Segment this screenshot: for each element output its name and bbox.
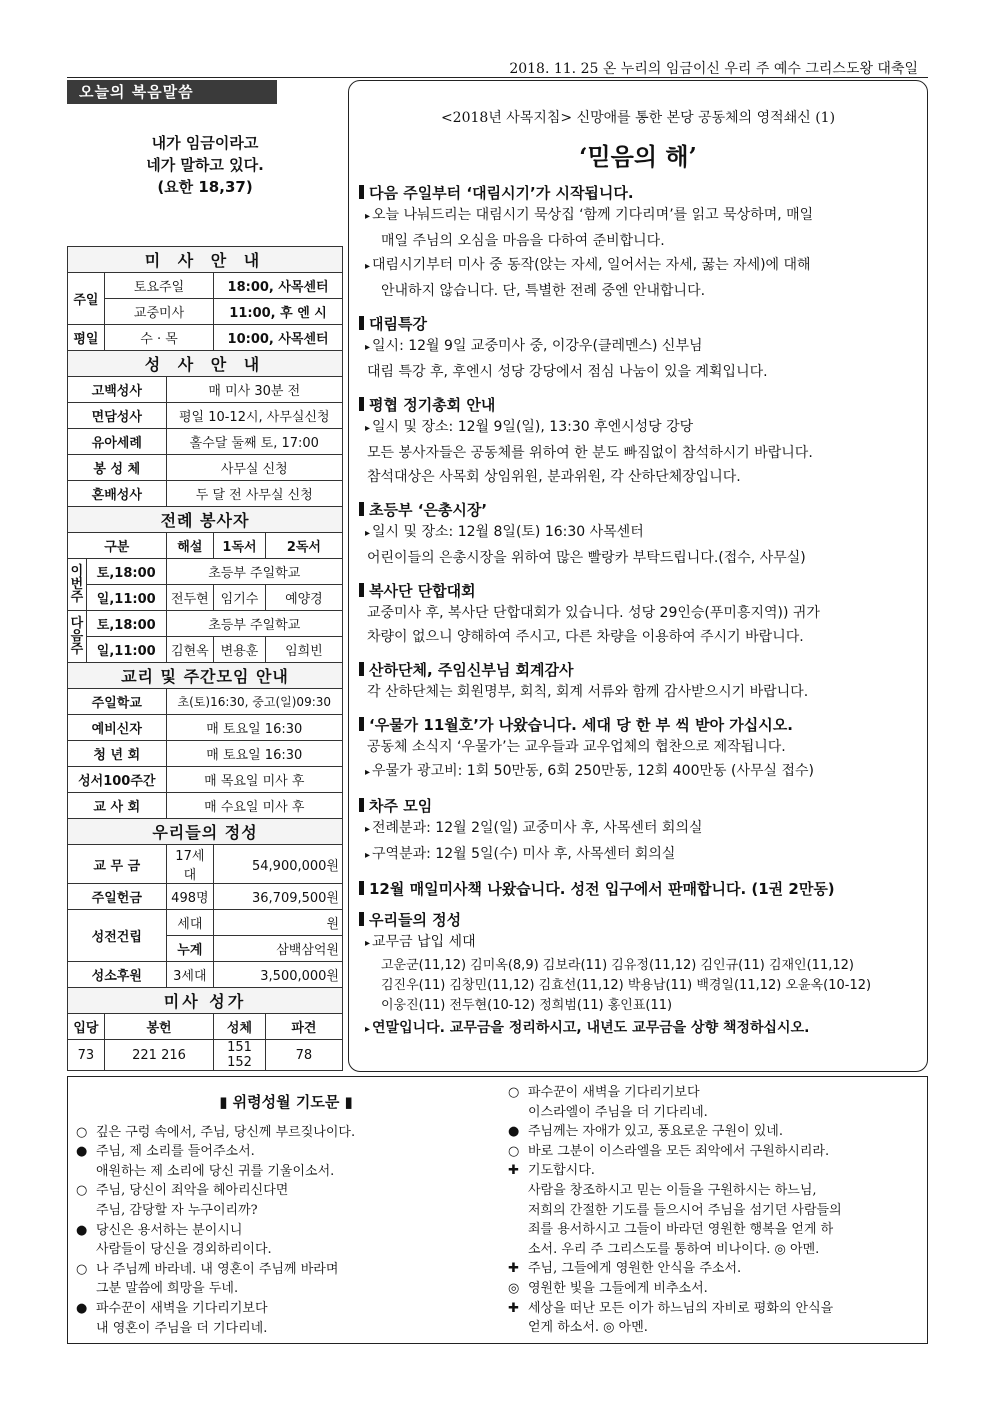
hymn-header: 입당	[68, 1014, 105, 1040]
liturgy-header: 1독서	[214, 533, 266, 559]
section-line: 공동체 소식지 ‘우물가’는 교우들과 교우업체의 협찬으로 제작됩니다.	[367, 739, 786, 755]
section-line: ▸ 일시 및 장소: 12월 8일(토) 16:30 사목센터	[365, 524, 644, 540]
building-fund-label: 성전건립	[68, 910, 167, 962]
gospel-label: 오늘의 복음말씀	[67, 80, 277, 104]
prayer-line: ◎ 영원한 빛을 그들에게 비추소서.	[508, 1280, 708, 1296]
liturgy-header: 2독서	[265, 533, 342, 559]
building-count: 세대	[166, 910, 214, 936]
section-line: 어린이들의 은총시장을 위하여 많은 빨랑카 부탁드립니다.(접수, 사무실)	[367, 550, 806, 566]
sacrament-name: 혼배성사	[68, 481, 167, 507]
hymn-number: 78	[265, 1040, 342, 1071]
prayer-line: ○ 주님, 당신이 죄악을 헤아리신다면	[76, 1183, 289, 1199]
sacrament-value: 홀수달 둘째 토, 17:00	[166, 429, 342, 455]
donor-list-line: 이웅진(11) 전두현(10-12) 정희범(11) 홍인표(11)	[381, 998, 673, 1013]
mass-time: 11:00, 후 엔 시	[214, 299, 343, 325]
section-line: 각 산하단체는 회원명부, 회칙, 회계 서류와 함께 감사받으시기 바랍니다.	[367, 684, 809, 700]
section-line: ▸ 연말입니다. 교무금을 정리하시고, 내년도 교무금을 상향 책정하십시오.	[365, 1020, 810, 1036]
prayer-line: ● 주님, 제 소리를 들어주소서.	[76, 1144, 255, 1160]
building-amount: 원	[214, 910, 343, 936]
section-line: 대림 특강 후, 후엔시 성당 강당에서 점심 나눔이 있을 계획입니다.	[367, 364, 768, 380]
catechism-value: 매 목요일 미사 후	[166, 767, 342, 793]
liturgy-commentator: 김현옥	[166, 637, 214, 663]
liturgy-commentator: 전두현	[166, 585, 214, 611]
parish-info-table	[67, 246, 343, 1071]
section-line: 안내하지 않습니다. 단, 특별한 전례 중엔 안내합니다.	[381, 283, 706, 299]
liturgy-header: 해설	[166, 533, 214, 559]
sacrament-name: 봉 성 체	[68, 455, 167, 481]
year-of-faith-title: ‘믿음의 해’	[579, 142, 697, 171]
donor-list-line: 고운군(11,12) 김미옥(8,9) 김보라(11) 김유정(11,12) 김인규(11) 김재인(11,12)	[381, 958, 854, 973]
catechism-value: 매 토요일 16:30	[166, 741, 342, 767]
prayer-right-column	[508, 1083, 924, 1338]
catechism-value: 초(토)16:30, 중고(일)09:30	[166, 689, 342, 715]
prayer-line: ○ 바로 그분이 이스라엘을 모든 죄악에서 구원하시리라.	[508, 1143, 830, 1159]
offering-name: 주일헌금	[68, 884, 167, 910]
mass-type: 교중미사	[104, 299, 213, 325]
prayer-line: 소서. 우리 주 그리스도를 통하여 비나이다. ◎ 아멘.	[528, 1241, 820, 1257]
hymn-number: 221 216	[104, 1040, 213, 1071]
section-heading: 초등부 ‘은총시장’	[359, 499, 919, 520]
mass-type: 수 · 목	[104, 325, 213, 351]
hymn-header: 파견	[265, 1014, 342, 1040]
vocation-support-count: 3세대	[166, 962, 214, 988]
sacrament-value: 두 달 전 사무실 신청	[166, 481, 342, 507]
gospel-verse	[67, 132, 343, 198]
section-heading: 복사단 단합대회	[359, 580, 919, 601]
prayer-line: 내 영혼이 주님을 더 기다리네.	[96, 1320, 268, 1336]
section-heading: 차주 모임	[359, 795, 919, 816]
prayer-title: ▮ 위령성월 기도문 ▮	[219, 1093, 353, 1111]
prayer-line: ● 파수꾼이 새벽을 기다리기보다	[76, 1300, 268, 1316]
hymns-title: 미사 성가	[68, 988, 343, 1014]
header-rule	[67, 77, 928, 78]
hymn-header: 봉헌	[104, 1014, 213, 1040]
prayer-line: ○ 깊은 구렁 속에서, 주님, 당신께 부르짖나이다.	[76, 1124, 356, 1140]
liturgy-merged: 초등부 주일학교	[166, 611, 342, 637]
building-total-label: 누계	[166, 936, 214, 962]
sacrament-value: 사무실 신청	[166, 455, 342, 481]
verse-line: 내가 임금이라고	[151, 134, 259, 152]
prayer-line: 사람을 창조하시고 믿는 이들을 구원하시는 하느님,	[528, 1182, 817, 1198]
section-line: 교중미사 후, 복사단 단합대회가 있습니다. 성당 29인승(푸미흥지역)) 귀가	[367, 605, 820, 621]
liturgy-header: 구분	[68, 533, 167, 559]
section-line: ▸ 일시 및 장소: 12월 9일(일), 13:30 후엔시성당 강당	[365, 419, 694, 435]
prayer-left-column	[76, 1083, 496, 1338]
prayer-line: 사람들이 당신을 경외하리이다.	[96, 1242, 272, 1258]
left-column	[67, 80, 343, 1070]
catechism-name: 성서100주간	[68, 767, 167, 793]
donor-list-line: 김진우(11) 김창민(11,12) 김효선(11,12) 박용남(11) 백경일(11,12) 오윤옥(10-12)	[381, 978, 872, 993]
prayer-line: ✚ 세상을 떠난 모든 이가 하느님의 자비로 평화의 안식을	[508, 1300, 834, 1316]
offering-amount: 54,900,000원	[214, 845, 343, 884]
offering-amount: 36,709,500원	[214, 884, 343, 910]
section-line: ▸ 대림시기부터 미사 중 동작(앉는 자세, 일어서는 자세, 꿇는 자세)에 대해	[365, 257, 811, 273]
sacrament-name: 고백성사	[68, 377, 167, 403]
verse-line: 네가 말하고 있다.	[146, 156, 264, 174]
hymn-header: 성체	[214, 1014, 266, 1040]
sacrament-name: 면담성사	[68, 403, 167, 429]
announcements-box	[348, 80, 928, 1072]
sacrament-value: 평일 10-12시, 사무실신청	[166, 403, 342, 429]
prayer-box	[67, 1076, 928, 1344]
prayer-line: 얻게 하소서. ◎ 아멘.	[528, 1320, 648, 1336]
offering-title: 우리들의 정성	[68, 819, 343, 845]
prayer-line: ● 당신은 용서하는 분이시니	[76, 1222, 243, 1238]
liturgy-time: 토,18:00	[86, 611, 166, 637]
prayer-line: ● 주님께는 자애가 있고, 풍요로운 구원이 있네.	[508, 1124, 783, 1140]
sunday-label: 주일	[68, 273, 105, 325]
liturgy-time: 토,18:00	[86, 559, 166, 585]
section-heading: 대림특강	[359, 313, 919, 334]
offering-name: 교 무 금	[68, 845, 167, 884]
catechism-value: 매 토요일 16:30	[166, 715, 342, 741]
mass-time: 18:00, 사목센터	[214, 273, 343, 299]
section-line: ▸ 구역분과: 12월 5일(수) 미사 후, 사목센터 회의실	[365, 846, 676, 862]
prayer-line: ○ 파수꾼이 새벽을 기다리기보다	[508, 1085, 700, 1100]
announcement-sections	[359, 182, 919, 1042]
sacrament-name: 유아세례	[68, 429, 167, 455]
section-line: 매일 주님의 오심을 마음을 다하여 준비합니다.	[381, 233, 665, 249]
offering-count: 498명	[166, 884, 214, 910]
pastoral-policy: <2018년 사목지침> 신망애를 통한 본당 공동체의 영적쇄신 (1)	[440, 110, 836, 126]
mass-time: 10:00, 사목센터	[214, 325, 343, 351]
mass-title: 미 사 안 내	[68, 247, 343, 273]
section-heading: 우리들의 정성	[359, 909, 919, 930]
section-line: ▸ 오늘 나눠드리는 대림시기 묵상집 ‘함께 기다리며’를 읽고 묵상하며, 매일	[365, 207, 814, 223]
liturgy-time: 일,11:00	[86, 637, 166, 663]
sacrament-title: 성 사 안 내	[68, 351, 343, 377]
liturgy-reader-1: 변용훈	[214, 637, 266, 663]
section-line: 참석대상은 사목회 상임위원, 분과위원, 각 산하단체장입니다.	[367, 469, 741, 485]
prayer-line: 주님, 감당할 자 누구이리까?	[96, 1202, 258, 1218]
prayer-line: ○ 나 주님께 바라네. 내 영혼이 주님께 바라며	[76, 1261, 339, 1277]
section-line: ▸ 우물가 광고비: 1회 50만동, 6회 250만동, 12회 400만동 (사무실 접수)	[365, 763, 814, 779]
liturgy-merged: 초등부 주일학교	[166, 559, 342, 585]
section-line: ▸ 전례분과: 12월 2일(일) 교중미사 후, 사목센터 회의실	[365, 820, 703, 836]
vocation-support-amount: 3,500,000원	[214, 962, 343, 988]
building-total: 삼백삼억원	[214, 936, 343, 962]
liturgy-reader-2: 임희빈	[265, 637, 342, 663]
section-heading: 다음 주일부터 ‘대림시기’가 시작됩니다.	[359, 182, 919, 203]
this-week-label: 이번주	[68, 559, 87, 611]
verse-reference: (요한 18,37)	[157, 178, 253, 196]
hymn-number: 151 152	[214, 1040, 266, 1071]
vocation-support-label: 성소후원	[68, 962, 167, 988]
prayer-line: 저희의 간절한 기도를 들으시어 주님을 섬기던 사람들의	[528, 1202, 842, 1218]
catechism-name: 예비신자	[68, 715, 167, 741]
bulletin-date-line: 2018. 11. 25 온 누리의 임금이신 우리 주 예수 그리스도왕 대축일	[509, 61, 918, 77]
catechism-value: 매 수요일 미사 후	[166, 793, 342, 819]
liturgy-title: 전례 봉사자	[68, 507, 343, 533]
liturgy-reader-2: 예양경	[265, 585, 342, 611]
catechism-name: 주일학교	[68, 689, 167, 715]
section-heading: ‘우물가 11월호’가 나왔습니다. 세대 당 한 부 씩 받아 가십시오.	[359, 714, 919, 735]
hymn-number: 73	[68, 1040, 105, 1071]
section-line: ▸ 일시: 12월 9일 교중미사 중, 이강우(클레멘스) 신부님	[365, 338, 703, 354]
catechism-name: 교 사 회	[68, 793, 167, 819]
section-heading: 12월 매일미사책 나왔습니다. 성전 입구에서 판매합니다. (1권 2만동)	[359, 878, 919, 899]
prayer-line: 애원하는 제 소리에 당신 귀를 기울이소서.	[96, 1163, 335, 1179]
next-week-label: 다음주	[68, 611, 87, 663]
liturgy-reader-1: 임기수	[214, 585, 266, 611]
section-line: 차량이 없으니 양해하여 주시고, 다른 차량을 이용하여 주시기 바랍니다.	[367, 629, 804, 645]
catechism-name: 청 년 회	[68, 741, 167, 767]
liturgy-time: 일,11:00	[86, 585, 166, 611]
sacrament-value: 매 미사 30분 전	[166, 377, 342, 403]
section-heading: 평협 정기총회 안내	[359, 394, 919, 415]
prayer-line: 죄를 용서하시고 그들이 바라던 영원한 행복을 얻게 하	[528, 1222, 834, 1238]
section-line: 모든 봉사자들은 공동체를 위하여 한 분도 빠짐없이 참석하시기 바랍니다.	[367, 445, 813, 461]
prayer-line: 이스라엘이 주님을 더 기다리네.	[528, 1104, 708, 1120]
catechism-title: 교리 및 주간모임 안내	[68, 663, 343, 689]
prayer-line: 그분 말씀에 희망을 두네.	[96, 1281, 239, 1297]
prayer-line: ✚ 주님, 그들에게 영원한 안식을 주소서.	[508, 1261, 742, 1277]
offering-count: 17세대	[166, 845, 214, 884]
section-line: ▸ 교무금 납입 세대	[365, 934, 476, 950]
mass-type: 토요주일	[104, 273, 213, 299]
weekday-label: 평일	[68, 325, 105, 351]
section-heading: 산하단체, 주임신부님 회계감사	[359, 659, 919, 680]
prayer-line: ✚ 기도합시다.	[508, 1163, 595, 1179]
